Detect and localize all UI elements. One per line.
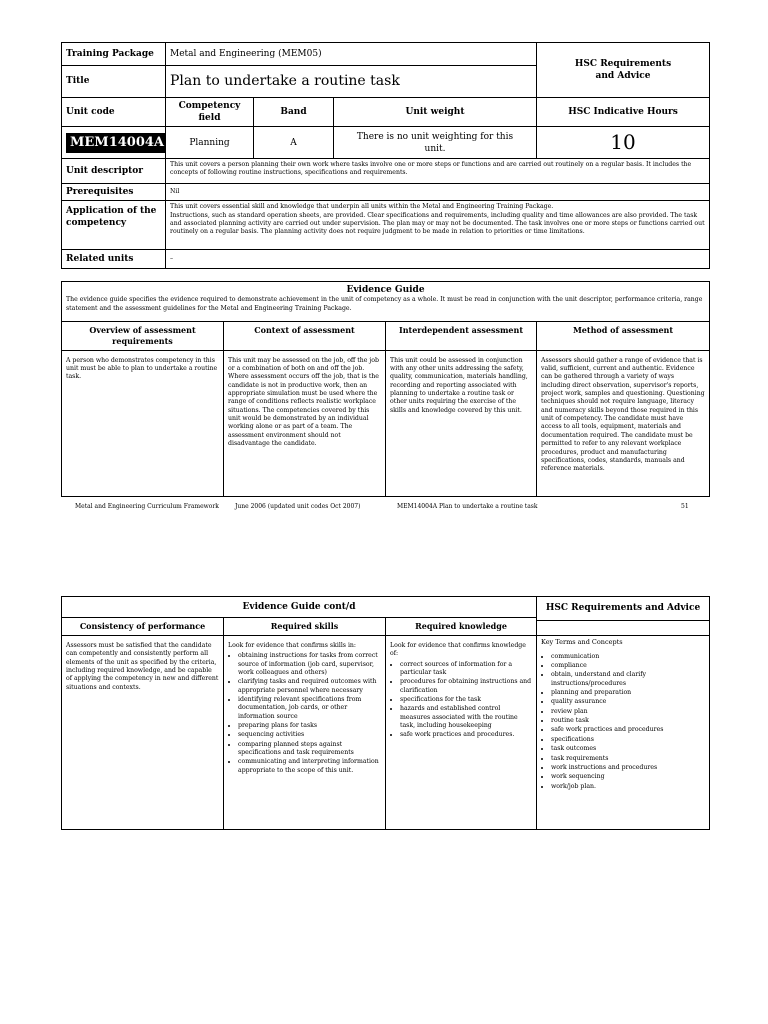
method-head: Method of assessment bbox=[537, 322, 710, 351]
related-units-label: Related units bbox=[62, 250, 166, 269]
band-label: Band bbox=[254, 98, 334, 127]
unit-weight-label: Unit weight bbox=[334, 98, 537, 127]
evidence-guide-table bbox=[61, 281, 710, 497]
footer-unit: MEM14004A Plan to undertake a routine task bbox=[397, 503, 538, 510]
hsc-hours-label: HSC Indicative Hours bbox=[537, 98, 710, 127]
key-term: • planning and preparation bbox=[551, 689, 705, 697]
key-term: • communication bbox=[551, 653, 705, 661]
key-term: • task requirements bbox=[551, 755, 705, 763]
unit-code-cell bbox=[62, 127, 166, 159]
skills-item: • preparing plans for tasks bbox=[238, 722, 381, 730]
knowledge-item: • hazards and established control measures associated with the routine task, including housekeeping bbox=[400, 705, 532, 730]
descriptor-table bbox=[61, 158, 710, 269]
hsc-hours-value: 10 bbox=[537, 127, 710, 159]
evidence-guide-contd-table bbox=[61, 596, 710, 830]
overview-head: Overview of assessment requirements bbox=[62, 322, 224, 351]
knowledge-list bbox=[390, 661, 532, 740]
knowledge-head: Required knowledge bbox=[386, 618, 537, 636]
title-label: Title bbox=[62, 66, 166, 98]
skills-head: Required skills bbox=[224, 618, 386, 636]
skills-item: • obtaining instructions for tasks from correct source of information (job card, supervisor, work colleagues and others) bbox=[238, 652, 381, 677]
unit-descriptor-text: This unit covers a person planning their own work where tasks involve one or more steps or functions and are carried out routinely on a regular basis. It includes the concepts of following routine instructions, specifications and requirements. bbox=[166, 159, 710, 184]
evidence-guide-header bbox=[62, 282, 710, 322]
skills-item: • sequencing activities bbox=[238, 731, 381, 739]
evidence-guide-contd-title: Evidence Guide cont/d bbox=[62, 597, 537, 618]
hsc-requirements-line1: HSC Requirements bbox=[574, 58, 672, 69]
application-cell bbox=[166, 201, 710, 250]
unit-weight-value: There is no unit weighting for this unit. bbox=[334, 127, 537, 159]
skills-item: • clarifying tasks and required outcomes with appropriate personnel where necessary bbox=[238, 678, 381, 695]
key-term: • obtain, understand and clarify instructions/procedures bbox=[551, 671, 705, 688]
key-terms-head: Key Terms and Concepts bbox=[541, 637, 623, 646]
skills-item: • comparing planned steps against specifications and task requirements bbox=[238, 741, 381, 758]
key-term: • work/job plan. bbox=[551, 783, 705, 791]
unit-title: Plan to undertake a routine task bbox=[166, 66, 537, 98]
prerequisites-value: Nil bbox=[166, 184, 710, 201]
knowledge-item: • safe work practices and procedures. bbox=[400, 731, 532, 739]
hsc-advice-title: HSC Requirements and Advice bbox=[537, 597, 709, 621]
unit-code-label: Unit code bbox=[62, 98, 166, 127]
key-term: • task outcomes bbox=[551, 745, 705, 753]
application-label: Application of the competency bbox=[62, 201, 166, 250]
band-value: A bbox=[254, 127, 334, 159]
key-term: • work sequencing bbox=[551, 773, 705, 781]
key-term: • specifications bbox=[551, 736, 705, 744]
key-term: • quality assurance bbox=[551, 698, 705, 706]
key-term: • compliance bbox=[551, 662, 705, 670]
evidence-guide-title: Evidence Guide bbox=[346, 285, 425, 295]
interdependent-head: Interdependent assessment bbox=[386, 322, 537, 351]
skills-item: • identifying relevant specifications from documentation, job cards, or other information source bbox=[238, 696, 381, 721]
knowledge-item: • specifications for the task bbox=[400, 696, 532, 704]
context-head: Context of assessment bbox=[224, 322, 386, 351]
footer-framework: Metal and Engineering Curriculum Framework bbox=[75, 503, 219, 510]
consistency-head: Consistency of performance bbox=[62, 618, 224, 636]
skills-list bbox=[228, 652, 381, 775]
footer-date: June 2006 (updated unit codes Oct 2007) bbox=[235, 503, 361, 510]
unit-code-value: MEM14004A bbox=[66, 133, 166, 153]
key-term: • safe work practices and procedures bbox=[551, 726, 705, 734]
prerequisites-label: Prerequisites bbox=[62, 184, 166, 201]
consistency-text: Assessors must be satisfied that the candidate can competently and consistently perform all elements of the unit as specified by the criteria, including required knowledge, and be capable of applying the competency in new and different situations and contexts. bbox=[62, 635, 224, 829]
footer-page-number: 51 bbox=[681, 503, 689, 510]
knowledge-item: • procedures for obtaining instructions and clarification bbox=[400, 678, 532, 695]
competency-field-label: Competency field bbox=[166, 98, 254, 127]
skills-intro: Look for evidence that confirms skills in: bbox=[228, 641, 356, 649]
application-paragraph-1: This unit covers essential skill and knowledge that underpin all units within the Metal and Engineering Training Package. bbox=[170, 203, 554, 211]
hsc-advice-cell bbox=[537, 597, 710, 636]
application-paragraph-2: Instructions, such as standard operation sheets, are provided. Clear specifications and requirements, including quality and time allowances are also provided. The task and associated planning activity are carried out under supervision. The plan may or may not be documented. The task involves one or more steps or functions carried out routinely on a regular basis. The planning activity does not require judgment to be made in relation to priorities or time limitations. bbox=[170, 211, 705, 236]
overview-text: A person who demonstrates competency in this unit must be able to plan to undertake a routine task. bbox=[62, 350, 224, 496]
key-terms-cell bbox=[537, 635, 710, 829]
key-term: • work instructions and procedures bbox=[551, 764, 705, 772]
related-units-value: – bbox=[166, 250, 710, 269]
hsc-requirements-header bbox=[537, 43, 710, 98]
knowledge-cell bbox=[386, 635, 537, 829]
method-text: Assessors should gather a range of evidence that is valid, sufficient, current and authentic. Evidence can be gathered through a variety of ways including direct observation, supervisor's reports, project work, samples and questioning. Questioning techniques should not require language, literacy and numeracy skills beyond those required in this unit of competency. The candidate must have access to all tools, equipment, materials and documentation required. The candidate must be permitted to refer to any relevant workplace procedures, product and manufacturing specifications, codes, standards, manuals and reference materials. bbox=[537, 350, 710, 496]
unit-header-table bbox=[61, 42, 710, 159]
knowledge-intro: Look for evidence that confirms knowledge of: bbox=[390, 641, 526, 658]
skills-cell bbox=[224, 635, 386, 829]
interdependent-text: This unit could be assessed in conjunction with any other units addressing the safety, quality, communication, materials handling, recording and reporting associated with planning to undertake a routine task or other units requiring the exercise of the skills and knowledge covered by this unit. bbox=[386, 350, 537, 496]
key-terms-list bbox=[541, 653, 705, 791]
hsc-requirements-line2: and Advice bbox=[595, 71, 651, 81]
key-term: • review plan bbox=[551, 708, 705, 716]
training-package-value: Metal and Engineering (MEM05) bbox=[166, 43, 537, 66]
competency-field-value: Planning bbox=[166, 127, 254, 159]
unit-descriptor-label: Unit descriptor bbox=[62, 159, 166, 184]
skills-item: • communicating and interpreting information appropriate to the scope of this unit. bbox=[238, 758, 381, 775]
knowledge-item: • correct sources of information for a particular task bbox=[400, 661, 532, 678]
key-term: • routine task bbox=[551, 717, 705, 725]
evidence-guide-intro: The evidence guide specifies the evidence required to demonstrate achievement in the unit of competency as a whole. It must be read in conjunction with the unit descriptor, performance criteria, range statement and the assessment guidelines for the Metal and Engineering Training Package. bbox=[66, 296, 703, 312]
context-text: This unit may be assessed on the job, off the job or a combination of both on and off the job. Where assessment occurs off the job, that is the candidate is not in productive work, then an appropriate simulation must be used where the range of conditions reflects realistic workplace situations. The competencies covered by this unit would be demonstrated by an individual working alone or as part of a team. The assessment environment should not disadvantage the candidate. bbox=[224, 350, 386, 496]
training-package-label: Training Package bbox=[62, 43, 166, 66]
